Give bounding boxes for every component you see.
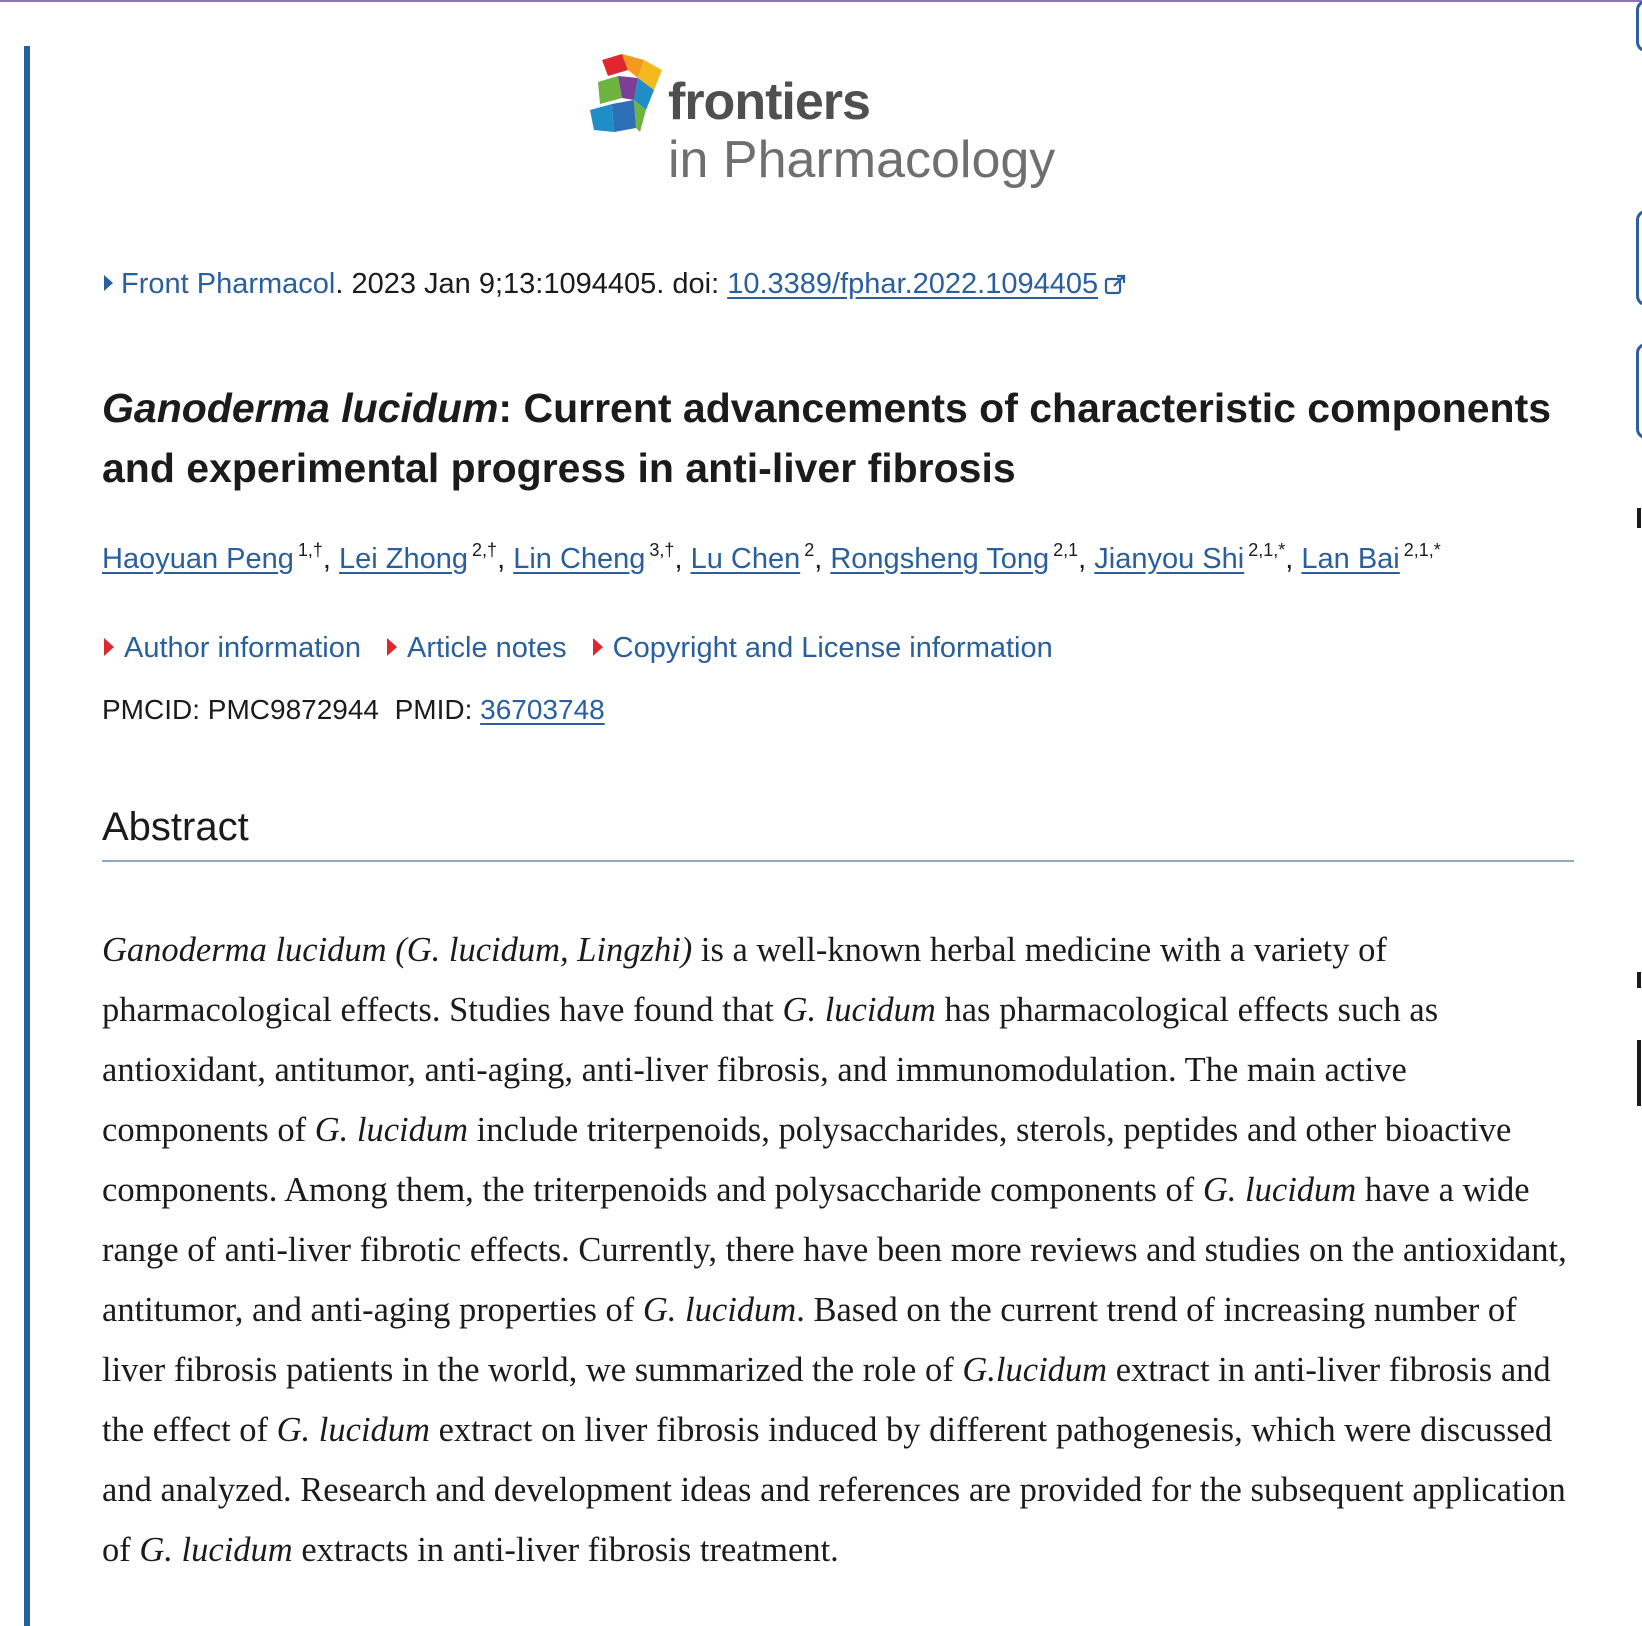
pmcid-label: PMCID: bbox=[102, 694, 208, 725]
author-link[interactable]: Haoyuan Peng bbox=[102, 543, 294, 575]
article-ids bbox=[102, 694, 605, 726]
sidebar-mark bbox=[1637, 972, 1641, 988]
journal-link[interactable]: Front Pharmacol bbox=[121, 268, 336, 300]
copyright-license-toggle[interactable] bbox=[593, 632, 1053, 664]
author-link[interactable]: Lin Cheng bbox=[513, 543, 646, 575]
frontiers-cube-icon bbox=[588, 52, 668, 147]
abstract-text-run: have a wide range of anti-liver fibrotic effects. Currently, there have been more reviews and studies on the antioxidant, antitumor, and anti-aging properties of bbox=[102, 1171, 1567, 1329]
title-species-name: Ganoderma lucidum bbox=[102, 385, 499, 431]
article-info-toggles bbox=[104, 632, 1071, 665]
abstract-species: G. lucidum bbox=[1202, 1171, 1357, 1209]
abstract-text-run: . Based on the current trend of increasing number of liver fibrosis patients in the world, we summarized the role of bbox=[102, 1291, 1517, 1389]
doi-link[interactable]: 10.3389/fphar.2022.1094405 bbox=[727, 268, 1099, 300]
abstract-text-run: has pharmacological effects such as antioxidant, antitumor, anti-aging, anti-liver fibrosis, and immunomodulation. The main active components of bbox=[102, 991, 1439, 1149]
pmid-label: PMID: bbox=[394, 694, 481, 725]
article-left-bar bbox=[24, 46, 30, 1626]
logo-text-frontiers: frontiers bbox=[668, 73, 870, 131]
abstract-text-run: is a well-known herbal medicine with a variety of pharmacological effects. Studies have found that bbox=[102, 931, 1387, 1029]
pmid-link[interactable]: 36703748 bbox=[480, 694, 605, 725]
abstract-species: G.lucidum bbox=[962, 1351, 1108, 1389]
author-link[interactable]: Lu Chen bbox=[690, 543, 801, 575]
toggle-label: Author information bbox=[124, 632, 361, 664]
abstract-species: G. lucidum bbox=[782, 991, 936, 1029]
abstract-text-run: extract on liver fibrosis induced by different pathogenesis, which were discussed and analyzed. Research and development ideas and references are provided for the subsequent application of bbox=[102, 1411, 1566, 1569]
author-affiliation: 2,† bbox=[472, 540, 498, 560]
author-list: Haoyuan Peng $^{1,\dagger}$, Lei Zhong $^{2,\dagger}$, Lin Cheng $^{3,\dagger}$, Lu Chen $^2$, Rongsheng Tong $^{2,1}$, Jianyou Shi $^{2,1,*}$, Lan Bai $^{2,1,*}$ bbox=[102, 540, 1441, 575]
abstract-heading: Abstract bbox=[102, 805, 249, 849]
author-link[interactable]: Lei Zhong bbox=[339, 543, 469, 575]
citation-details: . 2023 Jan 9;13:1094405. doi: bbox=[335, 268, 728, 300]
external-link-icon[interactable] bbox=[1104, 274, 1126, 296]
sidebar-widget[interactable] bbox=[1636, 343, 1642, 439]
journal-logo[interactable] bbox=[588, 52, 1088, 202]
abstract-text-run: extract in anti-liver fibrosis and the effect of bbox=[102, 1351, 1551, 1449]
sidebar-widget[interactable] bbox=[1636, 210, 1642, 306]
abstract-species: G. lucidum bbox=[139, 1531, 293, 1569]
title-text: : Current advancements of characteristic components and experimental progress in anti-liver fibrosis bbox=[102, 385, 1552, 491]
sidebar-mark bbox=[1637, 1040, 1641, 1106]
abstract-text bbox=[102, 920, 1580, 1580]
author-affiliation: 2,1 bbox=[1053, 540, 1079, 560]
author-affiliation: 3,† bbox=[649, 540, 675, 560]
abstract-text-run: extracts in anti-liver fibrosis treatment. bbox=[292, 1531, 839, 1569]
abstract-divider bbox=[102, 860, 1574, 862]
abstract-species: G. lucidum bbox=[276, 1411, 430, 1449]
author-affiliation: 2,1,* bbox=[1248, 540, 1286, 560]
top-border bbox=[0, 0, 1642, 2]
author-information-toggle[interactable] bbox=[104, 632, 361, 664]
author-affiliation: 2,1,* bbox=[1403, 540, 1441, 560]
abstract-species: G. lucidum bbox=[314, 1111, 469, 1149]
abstract-species: G. lucidum bbox=[642, 1291, 797, 1329]
expand-triangle-icon bbox=[593, 638, 603, 656]
pmcid-value: PMC9872944 bbox=[207, 694, 380, 725]
abstract-species: Ganoderma lucidum (G. lucidum, Lingzhi) bbox=[102, 931, 693, 969]
abstract-text-run: include triterpenoids, polysaccharides, sterols, peptides and other bioactive components. Among them, the triterpenoids and polysaccharide components of bbox=[102, 1111, 1512, 1209]
expand-triangle-icon bbox=[387, 638, 397, 656]
expand-triangle-icon[interactable] bbox=[104, 275, 113, 291]
citation-line bbox=[104, 268, 1126, 301]
article-title bbox=[102, 378, 1572, 498]
expand-triangle-icon bbox=[104, 638, 114, 656]
toggle-label: Article notes bbox=[407, 632, 567, 664]
author-affiliation: 2 bbox=[804, 540, 815, 560]
author-link[interactable]: Jianyou Shi bbox=[1094, 543, 1245, 575]
article-notes-toggle[interactable] bbox=[387, 632, 567, 664]
toggle-label: Copyright and License information bbox=[612, 632, 1053, 664]
logo-text-subtitle: in Pharmacology bbox=[668, 131, 1056, 189]
sidebar-widget[interactable] bbox=[1636, 0, 1642, 52]
sidebar-mark bbox=[1637, 508, 1641, 528]
author-link[interactable]: Rongsheng Tong bbox=[830, 543, 1050, 575]
author-link[interactable]: Lan Bai bbox=[1301, 543, 1400, 575]
author-affiliation: 1,† bbox=[297, 540, 323, 560]
